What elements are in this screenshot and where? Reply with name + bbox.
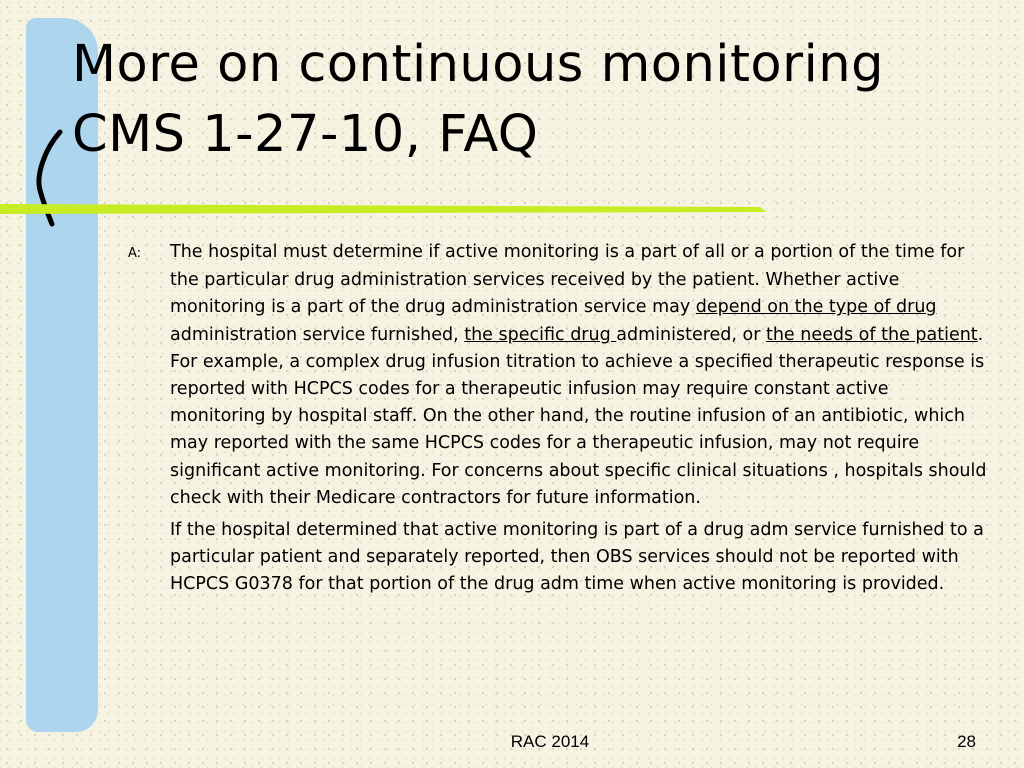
answer-text-2: administration service furnished, (170, 324, 465, 345)
answer-text-3: administered, or (616, 324, 766, 345)
answer-paragraph (128, 239, 988, 512)
answer-prefix: A: (128, 246, 142, 261)
obs-text: If the hospital determined that active monitoring is part of a drug adm service furnished to a particular patient and separately reported, then OBS services should not be reported with HCPCS G0378 for that portion of the drug adm time when active monitoring is provided. (170, 520, 984, 595)
title-line-1: More on continuous monitoring (72, 35, 884, 94)
decorative-green-underline (0, 198, 770, 218)
slide-title (72, 30, 1012, 170)
title-line-2: CMS 1-27-10, FAQ (72, 105, 539, 164)
slide-body (128, 239, 988, 599)
answer-text-4: . For example, a complex drug infusion titration to achieve a specified therapeutic response is reported with HCPCS codes for a therapeutic infusion may require constant active monitoring by hospital staff. On the other hand, the routine infusion of an antibiotic, which may reported with the same HCPCS codes for a therapeutic infusion, may not require significant active monitoring. For concerns about specific clinical situations , hospitals should check with their Medicare contractors for future information. (170, 324, 987, 508)
page-number: 28 (957, 732, 976, 751)
answer-text-1: The hospital must determine if active monitoring is a part of all or a portion of the time for the particular drug administration services received by the patient. Whether active monitoring is a part of the drug administration service may (170, 242, 965, 318)
underlined-drug-type: depend on the type of drug (695, 297, 937, 318)
footer-label: RAC 2014 (510, 732, 590, 751)
underlined-specific-drug: the specific drug (464, 324, 617, 345)
underlined-patient-needs: the needs of the patient (765, 324, 978, 345)
obs-paragraph (128, 517, 988, 599)
